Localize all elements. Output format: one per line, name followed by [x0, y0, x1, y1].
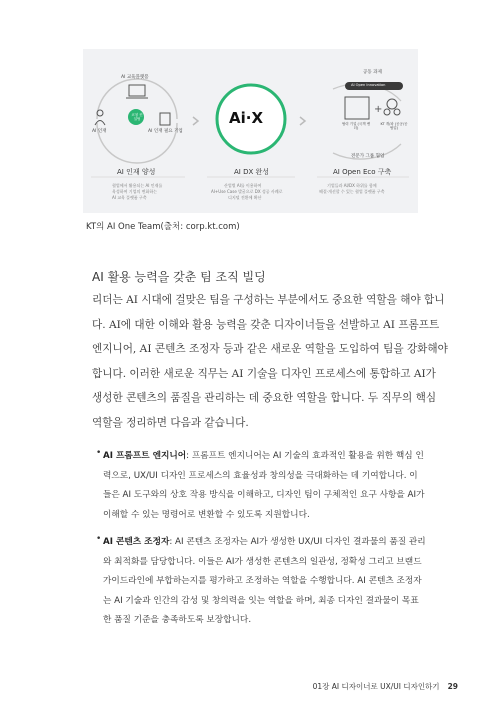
fig-left-desc-2: 육성하여 기업의 변화하는 [112, 189, 158, 194]
bullet-line: 한 품질 기준을 충족하도록 보장합니다. [103, 615, 252, 625]
fig-left-node-top: AI 교육플랫폼 [121, 75, 149, 80]
document-icon [345, 97, 369, 119]
page-number: 29 [447, 682, 458, 691]
person-group-icon [387, 99, 397, 109]
fig-right-desc-1: 기업들과 AI/DX 하위를 함께 [327, 183, 377, 188]
bullet-text: : 프롬프트 엔지니어는 AI 기술의 효과적인 활용을 위한 핵심 인 [186, 451, 424, 461]
bullet-text: : AI 콘텐츠 조정자는 AI가 생성한 UX/UI 디자인 결과물의 품질 관리 [169, 537, 426, 547]
body-line: 리더는 AI 시대에 걸맞은 팀을 구성하는 부분에서도 중요한 역할을 해야 합니 [92, 294, 445, 306]
fig-left-node-center: 코칭 컨설팅 [131, 113, 143, 121]
bullet-term: AI 콘텐츠 조정자 [103, 537, 170, 547]
bullet-line: 이해할 수 있는 명령어로 변환할 수 있도록 지원합니다. [103, 509, 310, 520]
bullet-item-content-coordinator [96, 534, 426, 632]
bullet-dot: • [96, 448, 102, 458]
page-footer [313, 681, 458, 692]
fig-right-node-right: KT 개/파 (공공/공 협업) [380, 122, 408, 130]
fig-right-title: AI Open Eco 구축 [333, 168, 392, 176]
fig-left-node-left: AI 인재 [92, 129, 107, 134]
fig-center-desc-1: 산업별 AI를 이용하여 [224, 183, 262, 188]
aix-logo: Ai·X [229, 109, 264, 127]
fig-left-node-right: AI 인재 필요 기업 [148, 129, 183, 134]
chapter-title: 01장 AI 디자이너로 UX/UI 디자인하기 [312, 682, 440, 691]
section-heading: AI 활용 능력을 갖춘 팀 조직 빌딩 [92, 270, 266, 284]
figure-caption: KT의 AI One Team(출처: corp.kt.com) [86, 222, 240, 232]
bullet-line: 는 AI 기술과 인간의 감성 및 창의력을 잇는 역할을 하며, 최종 디자인 결과물이 목표 [103, 595, 419, 606]
bullet-line: 와 최적화를 담당합니다. 이들은 AI가 생성한 콘텐츠의 일관성, 정확성 그리고 브랜드 [103, 556, 422, 567]
fig-center-desc-3: 디지털 전환에 확산 [228, 195, 262, 200]
building-icon [160, 113, 170, 125]
bullet-line: 가이드라인에 부합하는지를 평가하고 조정하는 역할을 수행합니다. AI 콘텐츠 조정자 [103, 576, 422, 586]
fig-right-node-left: 협력 기업 (국책 벤더) [341, 122, 371, 130]
bullet-item-prompt-engineer [96, 448, 425, 526]
body-paragraph [92, 290, 448, 437]
fig-right-bottom-label: 전문가 그룹 협업 [351, 154, 385, 159]
fig-center-title: AI DX 완성 [234, 168, 270, 176]
fig-left-title: AI 인재 양성 [117, 168, 156, 176]
arrow-right-icon [193, 117, 198, 125]
bullet-dot: • [96, 534, 102, 544]
fig-right-top-label: 공동 과제 [363, 70, 382, 75]
fig-right-desc-2: 해결·개선할 수 있는 협업 플랫폼 구축 [319, 189, 385, 194]
laptop-icon [129, 85, 145, 96]
bullet-term: AI 프롬프트 엔지니어 [103, 451, 187, 461]
bullet-line: 력으로, UX/UI 디자인 프로세스의 효율성과 창의성을 극대화하는 데 기여합니다. 이 [103, 470, 418, 481]
body-line: 역할을 정리하면 다음과 같습니다. [92, 416, 249, 429]
bullet-line: 들은 AI 도구와의 상호 작용 방식을 이해하고, 디자인 팀이 구체적인 요구 사항을 AI가 [103, 490, 425, 500]
fig-left-desc-1: 협업에서 활용되는 AI 인재를 [112, 183, 163, 188]
ai-one-team-figure [83, 49, 418, 213]
body-line: 생성한 콘텐츠의 품질을 관리하는 데 중요한 역할을 합니다. 두 직무의 핵심 [92, 392, 437, 404]
arrow-right-icon-2 [300, 117, 305, 125]
body-line: 엔지니어, AI 콘텐츠 조정자 등과 같은 새로운 역할을 도입하여 팀을 강화해야 [92, 343, 448, 355]
body-line: 다. AI에 대한 이해와 활용 능력을 갖춘 디자이너들을 선발하고 AI 프롬프트 [92, 318, 440, 331]
fig-left-desc-3: AI 교육 플랫폼 구축 [112, 195, 147, 200]
svg-text:+: + [374, 104, 383, 115]
fig-right-badge: AI Open Innovation [351, 83, 386, 87]
fig-center-desc-2: AI+Use Case 발굴으로 DX 성공 사례로 [211, 189, 283, 194]
bullet-list [96, 448, 426, 640]
body-line: 합니다. 이러한 새로운 직무는 AI 기술을 디자인 프로세스에 통합하고 AI가 [92, 367, 436, 380]
